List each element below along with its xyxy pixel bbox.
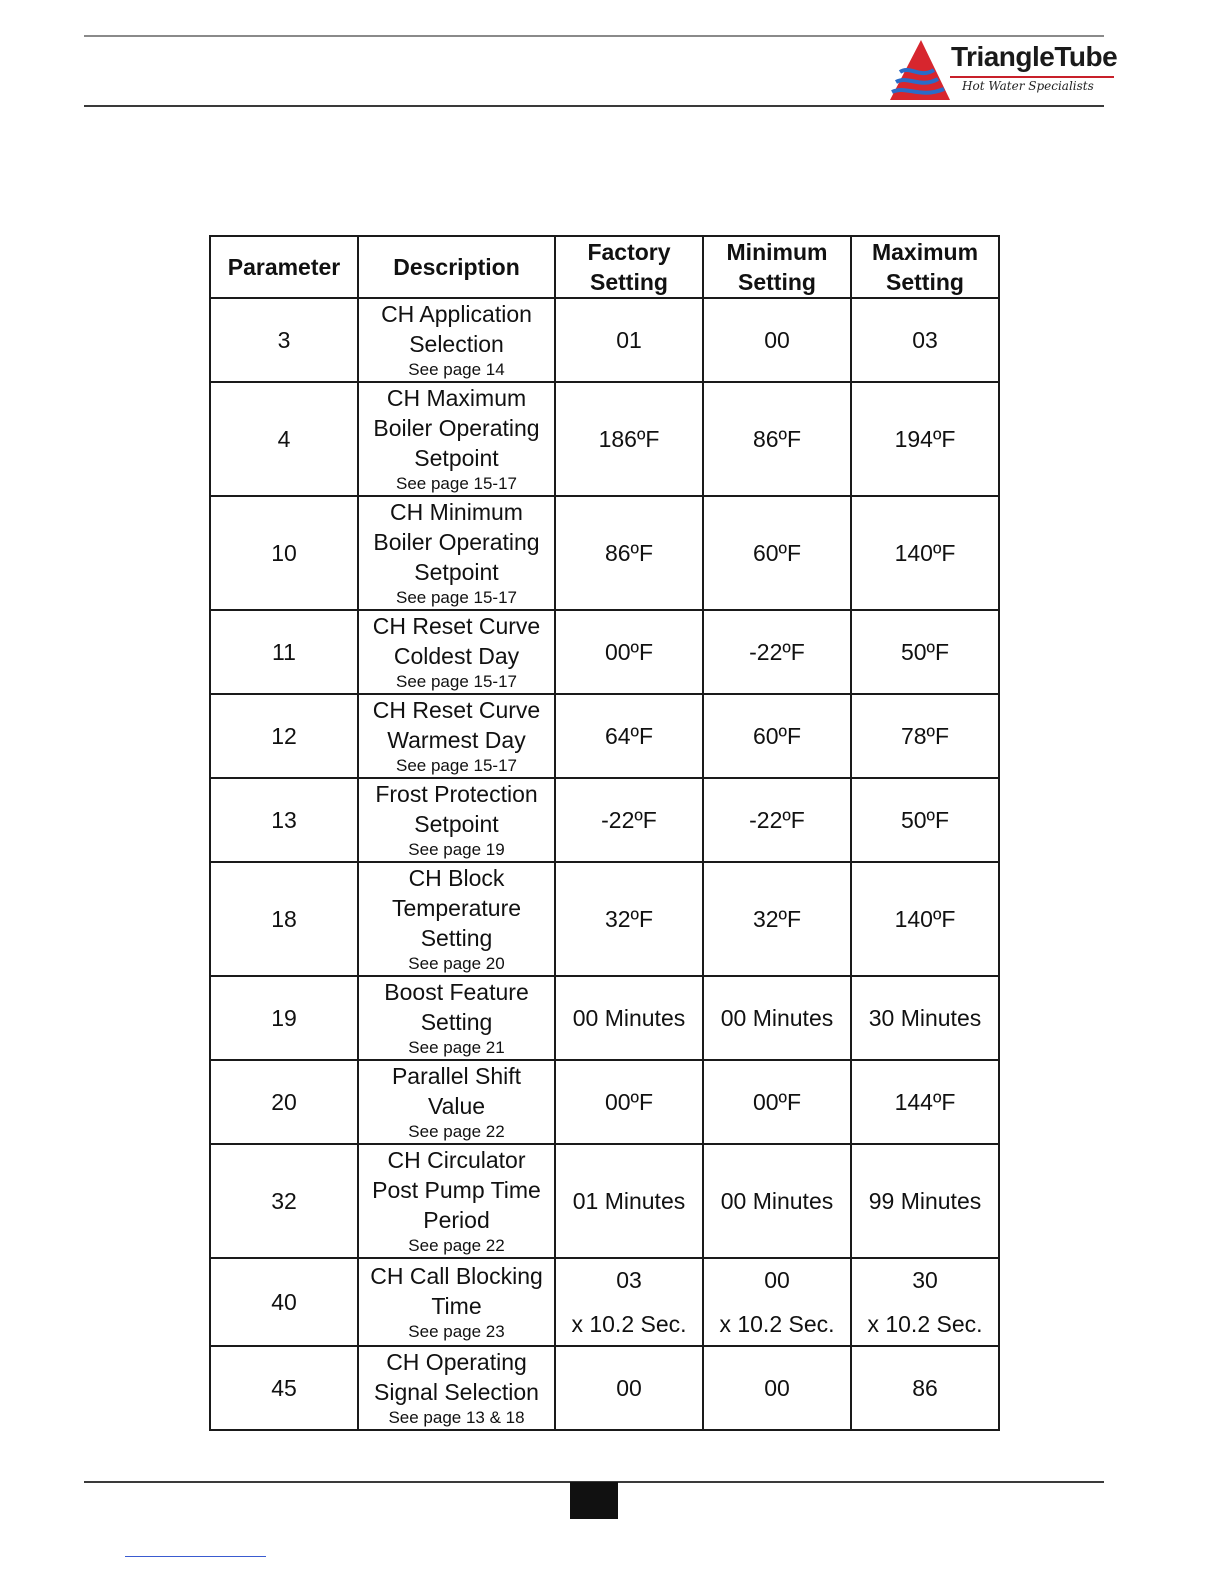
cell-parameter: 32	[210, 1144, 358, 1258]
maximum-value: 140ºF	[894, 906, 956, 932]
cell-parameter: 3	[210, 298, 358, 382]
minimum-value: 00ºF	[752, 1089, 802, 1115]
description-line: Boost Feature	[384, 979, 529, 1005]
maximum-value: 03	[912, 327, 938, 353]
cell-description	[358, 382, 555, 496]
cell-description	[358, 976, 555, 1060]
header-maximum-setting	[851, 236, 999, 298]
cell-maximum-setting	[851, 976, 999, 1060]
cell-minimum-setting	[703, 298, 851, 382]
minimum-value: 32ºF	[752, 906, 802, 932]
maximum-value: 86	[912, 1375, 938, 1401]
description-line: Boiler Operating	[373, 415, 540, 441]
header-minimum-line1: Minimum	[726, 239, 828, 265]
see-page-reference: See page 19	[408, 840, 505, 859]
cell-description	[358, 1346, 555, 1430]
factory-unit: x 10.2 Sec.	[571, 1311, 687, 1337]
triangle-logo-icon	[888, 38, 950, 102]
cell-factory-setting	[555, 298, 703, 382]
cell-maximum-setting	[851, 778, 999, 862]
brand-underline	[950, 76, 1114, 78]
description-line: Time	[431, 1293, 482, 1319]
cell-maximum-setting	[851, 862, 999, 976]
cell-factory-setting	[555, 976, 703, 1060]
header-description: Description	[358, 236, 555, 298]
cell-parameter: 40	[210, 1258, 358, 1346]
cell-description	[358, 694, 555, 778]
table-row	[210, 778, 999, 862]
see-page-reference: See page 22	[408, 1236, 505, 1255]
cell-factory-setting	[555, 862, 703, 976]
factory-value: 32ºF	[604, 906, 654, 932]
factory-value: -22ºF	[601, 807, 657, 833]
minimum-value: 60ºF	[752, 540, 802, 566]
table-row	[210, 1346, 999, 1430]
description-line: CH Operating	[386, 1349, 527, 1375]
maximum-value: 50ºF	[900, 807, 950, 833]
factory-value: 00 Minutes	[572, 1005, 686, 1031]
maximum-value: 30 Minutes	[868, 1005, 982, 1031]
header-maximum-line2: Setting	[886, 269, 964, 295]
footer-link-underline[interactable]	[125, 1556, 266, 1557]
description-line: CH Circulator	[387, 1147, 526, 1173]
cell-maximum-setting	[851, 610, 999, 694]
description-line: Boiler Operating	[373, 529, 540, 555]
cell-minimum-setting	[703, 1258, 851, 1346]
description-line: Post Pump Time	[372, 1177, 541, 1203]
description-line: Period	[423, 1207, 490, 1233]
cell-maximum-setting	[851, 382, 999, 496]
description-line: Setpoint	[414, 559, 499, 585]
table-row	[210, 1144, 999, 1258]
maximum-value: 99 Minutes	[868, 1188, 982, 1214]
cell-description	[358, 778, 555, 862]
description-line: Warmest Day	[387, 727, 526, 753]
description-line: CH Minimum	[390, 499, 523, 525]
cell-factory-setting	[555, 382, 703, 496]
cell-factory-setting	[555, 496, 703, 610]
table-row	[210, 694, 999, 778]
table-row	[210, 496, 999, 610]
cell-maximum-setting	[851, 298, 999, 382]
header-rule-bottom	[84, 105, 1104, 107]
maximum-value: 144ºF	[894, 1089, 956, 1115]
cell-minimum-setting	[703, 496, 851, 610]
cell-maximum-setting	[851, 1144, 999, 1258]
cell-parameter: 11	[210, 610, 358, 694]
cell-minimum-setting	[703, 694, 851, 778]
factory-value: 86ºF	[604, 540, 654, 566]
cell-description	[358, 610, 555, 694]
factory-value: 64ºF	[604, 723, 654, 749]
cell-parameter: 18	[210, 862, 358, 976]
minimum-value: 60ºF	[752, 723, 802, 749]
cell-minimum-setting	[703, 610, 851, 694]
table-header-row	[210, 236, 999, 298]
cell-factory-setting	[555, 1346, 703, 1430]
cell-parameter: 19	[210, 976, 358, 1060]
factory-value: 03	[616, 1267, 642, 1293]
description-line: Parallel Shift	[391, 1063, 522, 1089]
description-line: Setpoint	[414, 445, 499, 471]
see-page-reference: See page 15-17	[396, 756, 517, 775]
header-factory-line2: Setting	[590, 269, 668, 295]
cell-parameter: 20	[210, 1060, 358, 1144]
cell-minimum-setting	[703, 976, 851, 1060]
description-line: Frost Protection	[375, 781, 538, 807]
cell-minimum-setting	[703, 1060, 851, 1144]
cell-description	[358, 496, 555, 610]
header-maximum-line1: Maximum	[871, 239, 979, 265]
description-line: Setpoint	[414, 811, 499, 837]
cell-description	[358, 298, 555, 382]
see-page-reference: See page 23	[408, 1322, 505, 1341]
minimum-value: 86ºF	[752, 426, 802, 452]
cell-minimum-setting	[703, 1346, 851, 1430]
minimum-value: -22ºF	[749, 639, 805, 665]
factory-value: 01	[616, 327, 642, 353]
header-factory-setting	[555, 236, 703, 298]
cell-parameter: 12	[210, 694, 358, 778]
maximum-unit: x 10.2 Sec.	[867, 1311, 983, 1337]
cell-parameter: 13	[210, 778, 358, 862]
maximum-value: 194ºF	[894, 426, 956, 452]
description-line: CH Maximum	[386, 385, 527, 411]
table-row	[210, 298, 999, 382]
description-line: CH Reset Curve	[372, 613, 541, 639]
header-rule-top	[84, 35, 1104, 37]
maximum-value: 78ºF	[900, 723, 950, 749]
maximum-value: 50ºF	[900, 639, 950, 665]
see-page-reference: See page 20	[408, 954, 505, 973]
see-page-reference: See page 15-17	[396, 588, 517, 607]
parameter-table	[209, 235, 1000, 1431]
cell-minimum-setting	[703, 382, 851, 496]
page-number-box	[570, 1482, 618, 1519]
description-line: Temperature	[391, 895, 522, 921]
cell-factory-setting	[555, 694, 703, 778]
description-line: Setting	[420, 1009, 493, 1035]
description-line: Setting	[420, 925, 493, 951]
description-line: CH Application	[381, 301, 532, 327]
factory-value: 00	[616, 1375, 642, 1401]
cell-parameter: 45	[210, 1346, 358, 1430]
factory-value: 00ºF	[604, 639, 654, 665]
see-page-reference: See page 15-17	[396, 474, 517, 493]
description-line: Selection	[409, 331, 504, 357]
table-row	[210, 862, 999, 976]
cell-maximum-setting	[851, 1258, 999, 1346]
maximum-value: 140ºF	[894, 540, 956, 566]
description-line: Signal Selection	[374, 1379, 539, 1405]
cell-factory-setting	[555, 610, 703, 694]
cell-description	[358, 1144, 555, 1258]
factory-value: 01 Minutes	[572, 1188, 686, 1214]
table-row	[210, 610, 999, 694]
cell-description	[358, 1060, 555, 1144]
minimum-value: 00 Minutes	[720, 1188, 834, 1214]
cell-maximum-setting	[851, 1346, 999, 1430]
see-page-reference: See page 15-17	[396, 672, 517, 691]
table-row	[210, 976, 999, 1060]
cell-maximum-setting	[851, 694, 999, 778]
brand-tagline: Hot Water Specialists	[962, 79, 1094, 93]
see-page-reference: See page 22	[408, 1122, 505, 1141]
cell-minimum-setting	[703, 862, 851, 976]
cell-minimum-setting	[703, 1144, 851, 1258]
minimum-value: -22ºF	[749, 807, 805, 833]
factory-value: 00ºF	[604, 1089, 654, 1115]
minimum-value: 00	[764, 327, 790, 353]
cell-factory-setting	[555, 1258, 703, 1346]
header-factory-line1: Factory	[587, 239, 671, 265]
header-minimum-line2: Setting	[738, 269, 816, 295]
see-page-reference: See page 21	[408, 1038, 505, 1057]
cell-maximum-setting	[851, 1060, 999, 1144]
cell-description	[358, 862, 555, 976]
description-line: CH Reset Curve	[372, 697, 541, 723]
cell-description	[358, 1258, 555, 1346]
maximum-value: 30	[912, 1267, 938, 1293]
description-line: Coldest Day	[393, 643, 520, 669]
brand-name: TriangleTube	[951, 41, 1118, 72]
cell-minimum-setting	[703, 778, 851, 862]
cell-maximum-setting	[851, 496, 999, 610]
factory-value: 186ºF	[598, 426, 660, 452]
cell-parameter: 4	[210, 382, 358, 496]
triangle-tube-logo	[888, 38, 1118, 102]
description-line: CH Block	[408, 865, 505, 891]
description-line: Value	[427, 1093, 486, 1119]
table-row	[210, 1258, 999, 1346]
minimum-unit: x 10.2 Sec.	[719, 1311, 835, 1337]
cell-factory-setting	[555, 778, 703, 862]
cell-factory-setting	[555, 1144, 703, 1258]
table-row	[210, 382, 999, 496]
header-parameter: Parameter	[210, 236, 358, 298]
see-page-reference: See page 14	[408, 360, 505, 379]
header-minimum-setting	[703, 236, 851, 298]
minimum-value: 00 Minutes	[720, 1005, 834, 1031]
table-row	[210, 1060, 999, 1144]
cell-parameter: 10	[210, 496, 358, 610]
description-line: CH Call Blocking	[370, 1263, 543, 1289]
see-page-reference: See page 13 & 18	[388, 1408, 525, 1427]
cell-factory-setting	[555, 1060, 703, 1144]
minimum-value: 00	[764, 1267, 790, 1293]
minimum-value: 00	[764, 1375, 790, 1401]
